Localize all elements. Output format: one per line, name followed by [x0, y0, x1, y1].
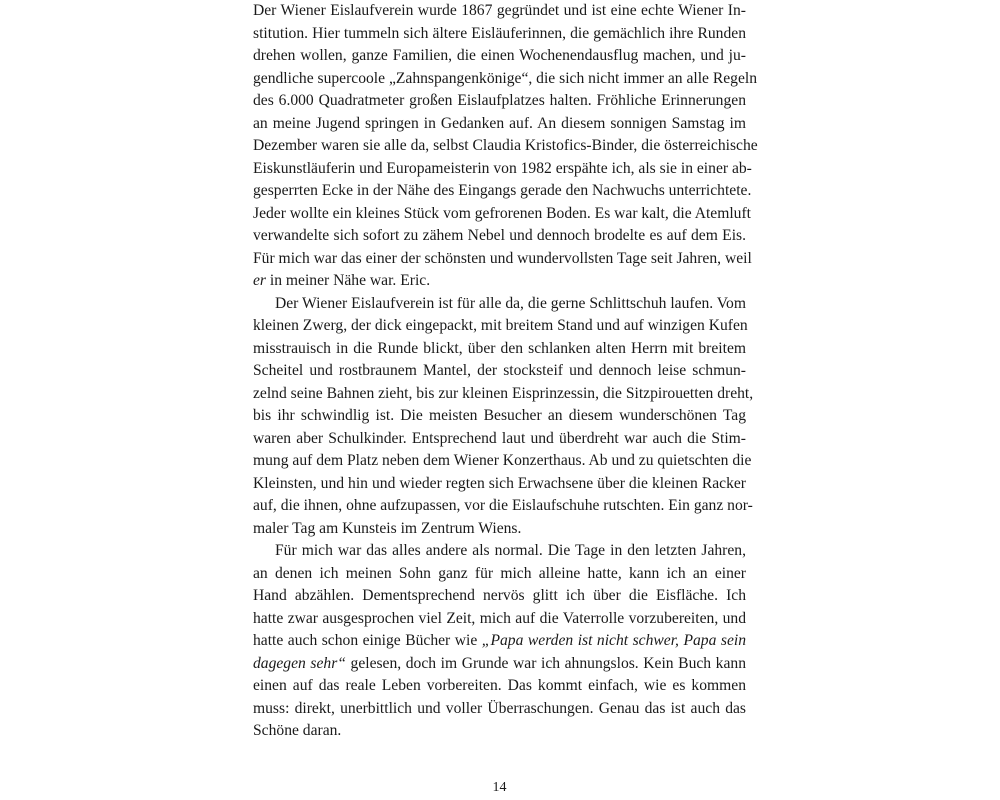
- text-line: Jeder wollte ein kleines Stück vom gefrorenen Boden. Es war kalt, die Atemluft: [253, 204, 752, 222]
- body-text: [253, 0, 758, 743]
- text-line: bis ihr schwindlig ist. Die meisten Besucher an diesem wunderschönen Tag: [253, 407, 746, 424]
- text-fragment: gelesen, doch im Grunde war ich ahnungslos. Kein Buch kann: [345, 654, 746, 672]
- paragraph-2: [253, 293, 754, 541]
- text-line: muss: direkt, unerbittlich und voller Überraschungen. Genau das ist auch das: [253, 699, 746, 717]
- text-line: Für mich war das einer der schönsten und wundervollsten Tage seit Jahren, weil: [253, 249, 752, 267]
- paragraph-1: [253, 0, 758, 293]
- text-line: des 6.000 Quadratmeter großen Eislaufplatzes halten. Fröhliche Erinnerungen: [253, 92, 746, 109]
- text-line: auf, die ihnen, ohne aufzupassen, vor die Eislaufschuhe rutschten. Ein ganz nor-: [253, 497, 753, 514]
- text-line: gesperrten Ecke in der Nähe des Eingangs gerade den Nachwuchs unterrichtete.: [253, 182, 752, 199]
- text-line: Kleinsten, und hin und wieder regten sich Erwachsene über die kleinen Racker: [253, 474, 746, 492]
- text-line: an meine Jugend springen in Gedanken auf. An diesem sonnigen Samstag im: [253, 114, 746, 132]
- text-line: drehen wollen, ganze Familien, die einen Wochenendausflug machen, und ju-: [253, 47, 746, 64]
- text-line: Der Wiener Eislaufverein wurde 1867 gegründet und ist eine echte Wiener In-: [253, 2, 746, 19]
- text-line: maler Tag am Kunsteis im Zentrum Wiens.: [253, 519, 522, 537]
- text-line: zelnd seine Bahnen zieht, bis zur kleinen Eisprinzessin, die Sitzpirouetten dreht,: [253, 384, 754, 402]
- book-title-emphasis: dagegen sehr“: [253, 654, 346, 672]
- text-line: stitution. Hier tummeln sich ältere Eisläuferinnen, die gemächlich ihre Runden: [253, 24, 746, 42]
- text-line: einen auf das reale Leben vorbereiten. Das kommt einfach, wie es kommen: [253, 677, 746, 694]
- text-fragment: in meiner Nähe war. Eric.: [266, 272, 431, 289]
- text-line: Eiskunstläuferin und Europameisterin von 1982 erspähte ich, als sie in einer ab-: [253, 159, 752, 177]
- text-line: [253, 653, 746, 676]
- emphasis: er: [253, 272, 266, 289]
- text-line: [253, 270, 746, 293]
- text-line: hatte zwar ausgesprochen viel Zeit, mich auf die Vaterrolle vorzubereiten, und: [253, 609, 746, 627]
- text-line: an denen ich meinen Sohn ganz für mich alleine hatte, kann ich an einer: [253, 564, 746, 582]
- text-line: Hand abzählen. Dementsprechend nervös glitt ich über die Eisfläche. Ich: [253, 587, 746, 604]
- text-line: verwandelte sich sofort zu zähem Nebel und dennoch brodelte es auf dem Eis.: [253, 227, 746, 244]
- text-line: Schöne daran.: [253, 722, 342, 739]
- book-title-emphasis: „Papa werden ist nicht schwer, Papa sein: [481, 632, 746, 649]
- page-number: 14: [492, 780, 507, 795]
- text-line: Scheitel und rostbraunem Mantel, der stocksteif und dennoch leise schmun-: [253, 362, 746, 379]
- paragraph-3: [253, 540, 746, 743]
- text-line: Der Wiener Eislaufverein ist für alle da, die gerne Schlittschuh laufen. Vom: [275, 294, 746, 312]
- text-line: Dezember waren sie alle da, selbst Claudia Kristofics-Binder, die österreichische: [253, 137, 758, 154]
- text-line: misstrauisch in die Runde blickt, über den schlanken alten Herrn mit breitem: [253, 339, 746, 357]
- text-line: [253, 630, 746, 653]
- text-line: Für mich war das alles andere als normal. Die Tage in den letzten Jahren,: [275, 542, 746, 559]
- text-fragment: hatte auch schon einige Bücher wie: [253, 632, 482, 649]
- text-line: kleinen Zwerg, der dick eingepackt, mit breitem Stand und auf winzigen Kufen: [253, 317, 748, 334]
- text-line: gendliche supercoole „Zahnspangenkönige“, die sich nicht immer an alle Regeln: [253, 69, 758, 87]
- text-line: mung auf dem Platz neben dem Wiener Konzerthaus. Ab und zu quietschten die: [253, 452, 752, 469]
- text-line: waren aber Schulkinder. Entsprechend laut und überdreht war auch die Stim-: [253, 429, 746, 447]
- book-page: [253, 0, 758, 800]
